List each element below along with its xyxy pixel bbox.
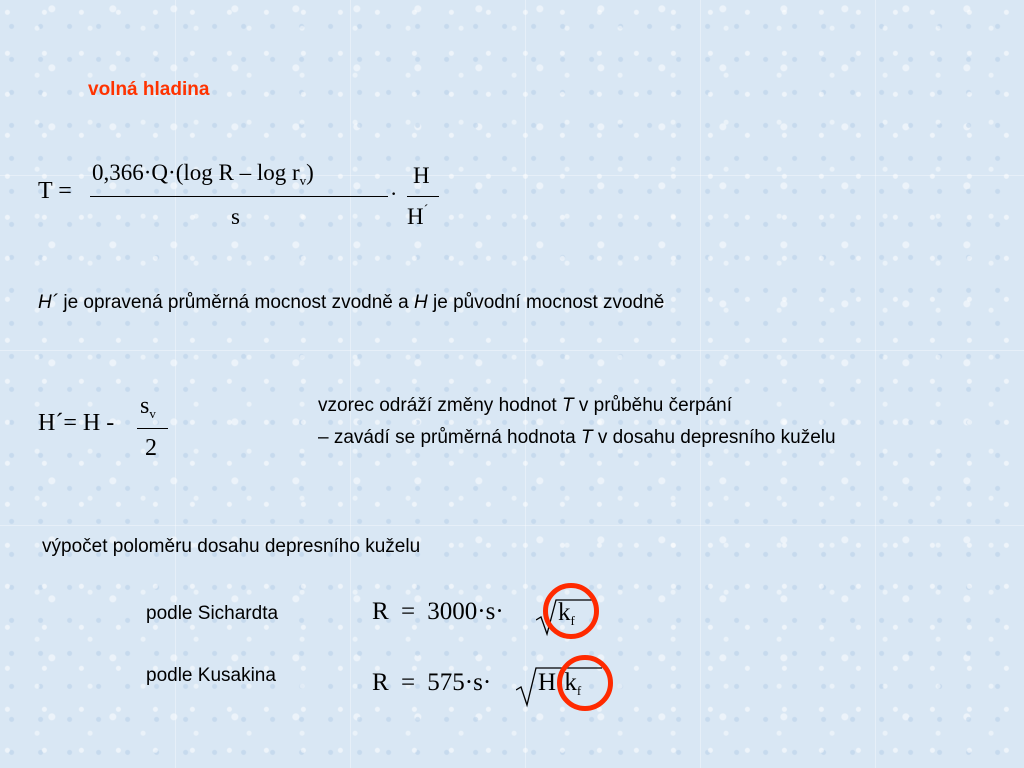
coef: 0,366 — [92, 160, 144, 185]
tile-seam — [0, 350, 1024, 351]
subscript: v — [149, 406, 156, 421]
coef: 575 — [427, 669, 465, 696]
tile-seam — [175, 0, 176, 768]
tile-seam — [700, 0, 701, 768]
text: v dosahu depresního kuželu — [592, 427, 836, 448]
note-line-2 — [318, 427, 836, 449]
highlight-ring — [543, 583, 599, 639]
dot: · — [168, 160, 176, 185]
ratio-numerator: H — [413, 163, 430, 188]
explanation-text — [38, 292, 664, 314]
ratio-denominator — [407, 204, 428, 230]
formula-kusakin — [372, 669, 491, 697]
subscript: f — [570, 613, 575, 628]
log-r: (log R — [175, 160, 234, 185]
var-q: Q — [151, 160, 169, 185]
fraction-bar — [90, 196, 388, 197]
dot: · — [464, 669, 474, 696]
var-s: s — [473, 669, 483, 696]
var-t: T — [581, 427, 593, 448]
text: je původní mocnost zvodně — [427, 292, 665, 313]
equals: = — [400, 669, 416, 696]
kusakin-label: podle Kusakina — [146, 665, 276, 686]
formula-denominator: s — [231, 204, 240, 229]
var-h-prime: H´ — [38, 292, 59, 313]
slide-heading: volná hladina — [88, 79, 210, 100]
prime: ´ — [423, 203, 429, 218]
var-r: R — [372, 598, 389, 625]
minus: – — [239, 160, 252, 185]
formula-sichardt — [372, 598, 504, 626]
text: v průběhu čerpání — [573, 395, 733, 416]
subscript: f — [576, 683, 582, 698]
tile-seam — [525, 0, 526, 768]
formula-lhs: T = — [38, 178, 72, 204]
equals: = — [400, 598, 416, 625]
radius-section-title: výpočet poloměru dosahu depresního kuželu — [42, 536, 421, 557]
var-k: k — [558, 599, 571, 626]
log-rv: log r — [256, 160, 300, 185]
tile-seam — [875, 0, 876, 768]
fraction-numerator — [140, 393, 156, 420]
var-s: s — [485, 598, 496, 625]
var-r: R — [372, 669, 389, 696]
text: vzorec odráží změny hodnot — [318, 395, 562, 416]
text: je opravená průměrná mocnost zvodně a — [58, 292, 414, 313]
dot: · — [482, 669, 492, 696]
coef: 3000 — [427, 598, 478, 625]
formula-lhs: H´= H - — [38, 410, 115, 436]
dot: · — [390, 181, 398, 206]
subscript: v — [299, 173, 307, 188]
formula-numerator — [92, 160, 314, 186]
var-t: T — [561, 395, 574, 416]
tile-seam — [350, 0, 351, 768]
note-line-1 — [318, 395, 732, 417]
fraction-denominator: 2 — [145, 435, 157, 461]
var-k: k — [564, 669, 577, 696]
dot: · — [143, 160, 152, 185]
dot: · — [556, 669, 565, 696]
var-s: s — [140, 393, 150, 419]
paren-close: ) — [306, 160, 314, 185]
highlight-ring — [557, 655, 613, 711]
fraction-bar — [137, 428, 168, 429]
var-h: H — [414, 292, 428, 313]
var-h: H — [538, 669, 557, 696]
var-h: H — [407, 204, 424, 229]
tile-seam — [0, 525, 1024, 526]
sichardt-label: podle Sichardta — [146, 603, 279, 624]
fraction-bar — [407, 196, 439, 197]
dot: · — [477, 598, 486, 625]
dot: · — [495, 598, 504, 625]
text: – zavádí se průměrná hodnota — [318, 427, 582, 448]
